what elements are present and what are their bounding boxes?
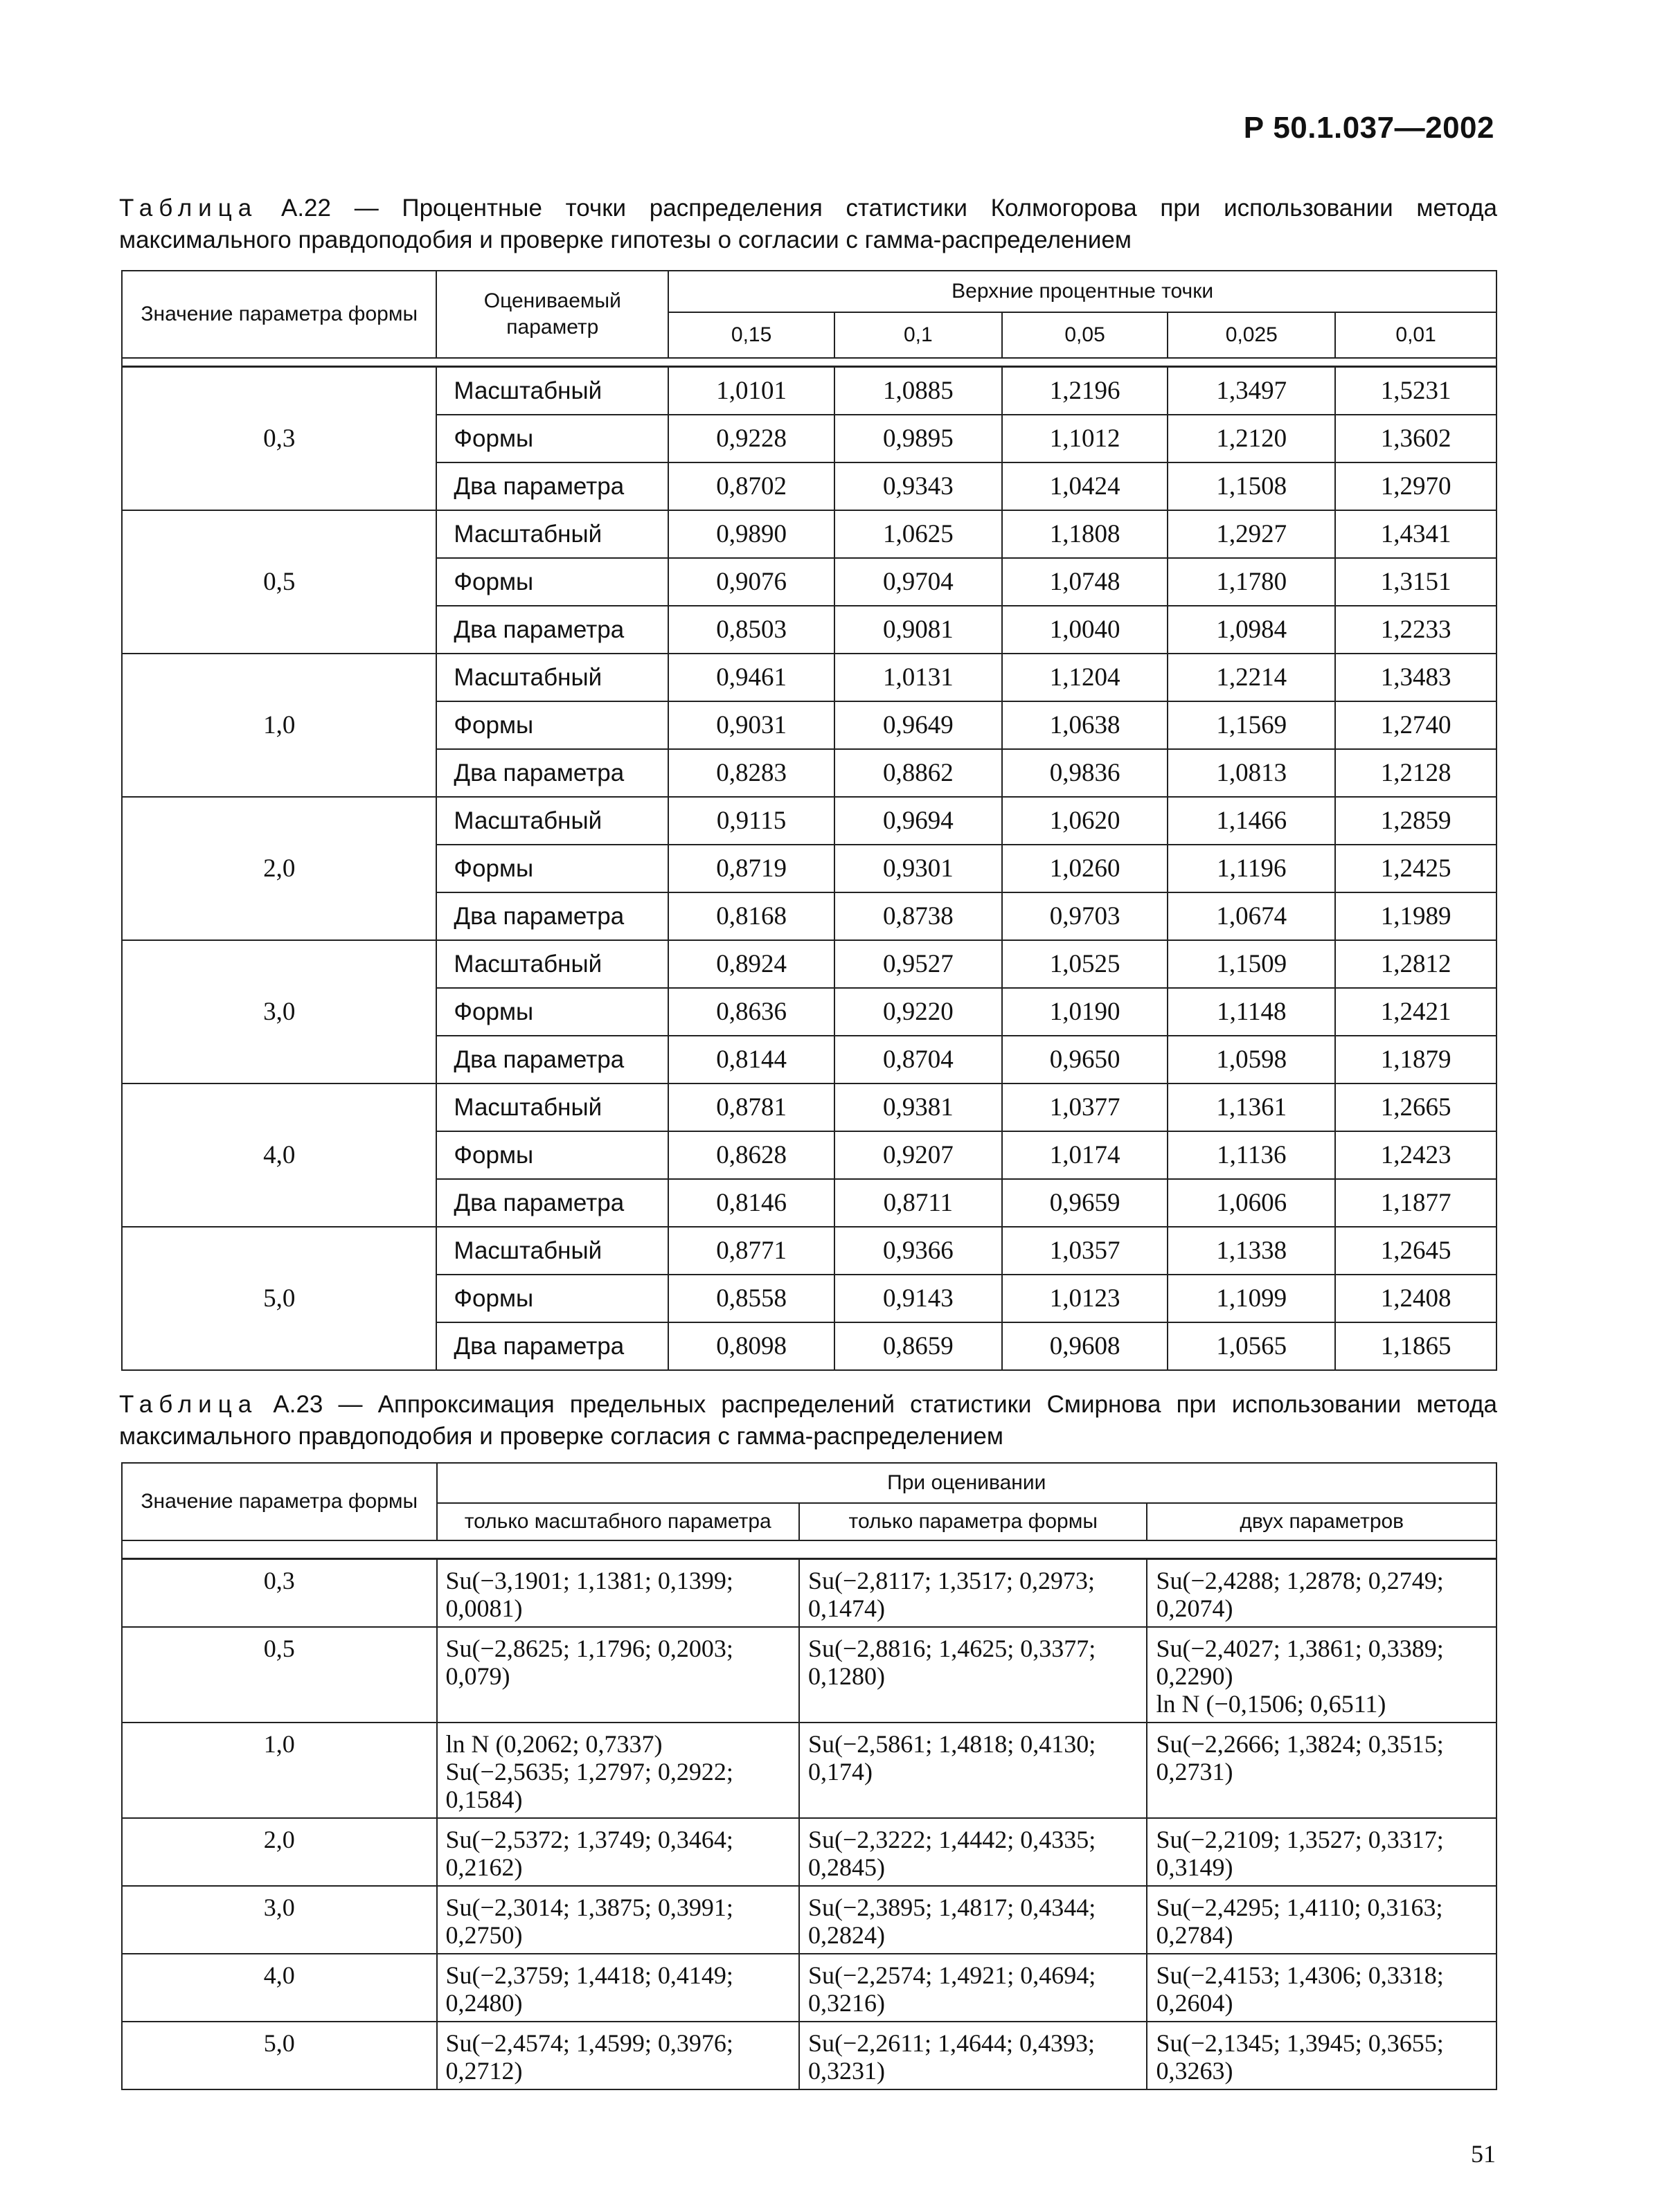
percent-point-cell: 0,8558: [668, 1275, 834, 1322]
percent-point-cell: 1,2128: [1335, 749, 1496, 797]
shape-value-cell: 0,5: [122, 510, 436, 654]
approximation-line: 0,2074): [1156, 1594, 1233, 1622]
approximation-line: Su(−2,4574; 1,4599; 0,3976;: [445, 2029, 733, 2057]
approximation-line: 0,3216): [807, 1989, 885, 2017]
parameter-cell: Два параметра: [436, 1179, 668, 1227]
parameter-cell: Формы: [436, 845, 668, 892]
percent-point-cell: 0,8719: [668, 845, 834, 892]
approximation-line: Su(−2,2611; 1,4644; 0,4393;: [807, 2029, 1095, 2057]
caption-text: А.23 — Аппроксимация предельных распределений статистики Смирнова при использовании метода максимального правдоподобия и проверке согласия с гамма-распределением: [119, 1391, 1497, 1450]
percent-point-cell: 1,2233: [1335, 606, 1496, 654]
percent-point-cell: 1,3602: [1335, 415, 1496, 462]
header-level: 0,1: [834, 312, 1002, 358]
percent-point-cell: 1,1879: [1335, 1036, 1496, 1083]
approximation-line: Su(−2,4027; 1,3861; 0,3389;: [1156, 1635, 1444, 1662]
parameter-cell: Формы: [436, 415, 668, 462]
approximation-line: Su(−2,1345; 1,3945; 0,3655;: [1156, 2029, 1444, 2057]
percent-point-cell: 1,0813: [1168, 749, 1335, 797]
approximation-cell: [799, 1954, 1147, 2022]
table-row: [122, 940, 1496, 988]
percent-point-cell: 1,1508: [1168, 462, 1335, 510]
percent-point-cell: 1,0625: [834, 510, 1002, 558]
percent-point-cell: 1,2970: [1335, 462, 1496, 510]
approximation-cell: [799, 1886, 1147, 1954]
approximation-line: 0,0081): [445, 1594, 523, 1622]
approximation-line: Su(−2,4288; 1,2878; 0,2749;: [1156, 1567, 1444, 1594]
caption-label: Таблица: [119, 195, 258, 222]
approximation-cell: [1147, 1723, 1496, 1818]
percent-point-cell: 1,2214: [1168, 654, 1335, 701]
approximation-line: Su(−3,1901; 1,1381; 0,1399;: [445, 1567, 733, 1594]
percent-point-cell: 1,0674: [1168, 892, 1335, 940]
percent-point-cell: 1,0131: [834, 654, 1002, 701]
percent-point-cell: 1,1569: [1168, 701, 1335, 749]
percent-point-cell: 0,8503: [668, 606, 834, 654]
approximation-line: 0,174): [807, 1758, 873, 1786]
parameter-cell: Масштабный: [436, 797, 668, 845]
table-row: [122, 654, 1496, 701]
percent-point-cell: 1,3497: [1168, 367, 1335, 415]
percent-point-cell: 0,9220: [834, 988, 1002, 1036]
percent-point-cell: 1,2408: [1335, 1275, 1496, 1322]
header-two-params: двух параметров: [1147, 1503, 1496, 1540]
percent-point-cell: 0,8771: [668, 1227, 834, 1275]
approximation-line: Su(−2,2109; 1,3527; 0,3317;: [1156, 1826, 1444, 1853]
percent-point-cell: 1,5231: [1335, 367, 1496, 415]
percent-point-cell: 1,1204: [1002, 654, 1168, 701]
header-upper-points: Верхние процентные точки: [668, 271, 1496, 312]
percent-point-cell: 0,9076: [668, 558, 834, 606]
percent-point-cell: 1,0748: [1002, 558, 1168, 606]
header-level: 0,025: [1168, 312, 1335, 358]
approximation-cell: [437, 2022, 799, 2089]
percent-point-cell: 1,1989: [1335, 892, 1496, 940]
table-a22: [121, 270, 1497, 1371]
table-row: [122, 1227, 1496, 1275]
header-shape-only: только параметра формы: [799, 1503, 1147, 1540]
percent-point-cell: 0,9228: [668, 415, 834, 462]
percent-point-cell: 0,9207: [834, 1131, 1002, 1179]
percent-point-cell: 0,9461: [668, 654, 834, 701]
shape-value-cell: 3,0: [122, 1886, 437, 1954]
percent-point-cell: 1,0638: [1002, 701, 1168, 749]
percent-point-cell: 1,0885: [834, 367, 1002, 415]
percent-point-cell: 1,2421: [1335, 988, 1496, 1036]
approximation-line: Su(−2,5861; 1,4818; 0,4130;: [807, 1730, 1096, 1758]
approximation-cell: [799, 1723, 1147, 1818]
header-scale-only: только масштабного параметра: [437, 1503, 799, 1540]
approximation-line: 0,1474): [807, 1594, 885, 1622]
percent-point-cell: 1,1808: [1002, 510, 1168, 558]
shape-value-cell: 0,5: [122, 1627, 437, 1723]
percent-point-cell: 0,9890: [668, 510, 834, 558]
approximation-cell: [799, 1627, 1147, 1723]
approximation-cell: [437, 1818, 799, 1886]
table-row: [122, 367, 1496, 415]
percent-point-cell: 0,9703: [1002, 892, 1168, 940]
approximation-cell: [437, 1723, 799, 1818]
approximation-line: Su(−2,8117; 1,3517; 0,2973;: [807, 1567, 1095, 1594]
percent-point-cell: 1,2196: [1002, 367, 1168, 415]
percent-point-cell: 0,8711: [834, 1179, 1002, 1227]
approximation-cell: [1147, 1818, 1496, 1886]
shape-value-cell: 4,0: [122, 1083, 436, 1227]
percent-point-cell: 1,0040: [1002, 606, 1168, 654]
parameter-cell: Масштабный: [436, 367, 668, 415]
percent-point-cell: 0,9649: [834, 701, 1002, 749]
percent-point-cell: 0,9694: [834, 797, 1002, 845]
approximation-line: Su(−2,4295; 1,4110; 0,3163;: [1156, 1894, 1443, 1921]
table-row: [122, 1627, 1496, 1723]
header-level: 0,01: [1335, 312, 1496, 358]
approximation-line: Su(−2,3895; 1,4817; 0,4344;: [807, 1894, 1096, 1921]
table-row: [122, 1559, 1496, 1628]
approximation-line: 0,2604): [1156, 1989, 1233, 2017]
caption-text: А.22 — Процентные точки распределения статистики Колмогорова при использовании метода максимального правдоподобия и проверке гипотезы о согласии с гамма-распределением: [119, 195, 1497, 253]
approximation-line: 0,2784): [1156, 1921, 1233, 1949]
percent-point-cell: 1,1877: [1335, 1179, 1496, 1227]
table-row: [122, 1723, 1496, 1818]
approximation-cell: [437, 1627, 799, 1723]
caption-label: Таблица: [119, 1391, 258, 1418]
shape-value-cell: 0,3: [122, 367, 436, 511]
shape-value-cell: 2,0: [122, 1818, 437, 1886]
percent-point-cell: 0,9366: [834, 1227, 1002, 1275]
approximation-cell: [1147, 1886, 1496, 1954]
approximation-line: 0,2824): [807, 1921, 885, 1949]
percent-point-cell: 1,2859: [1335, 797, 1496, 845]
parameter-cell: Формы: [436, 988, 668, 1036]
approximation-line: Su(−2,4153; 1,4306; 0,3318;: [1156, 1961, 1444, 1989]
percent-point-cell: 1,0101: [668, 367, 834, 415]
percent-point-cell: 1,1196: [1168, 845, 1335, 892]
header-estimation: При оценивании: [437, 1463, 1497, 1503]
percent-point-cell: 0,8636: [668, 988, 834, 1036]
percent-point-cell: 1,0598: [1168, 1036, 1335, 1083]
page-number: 51: [1471, 2140, 1496, 2168]
percent-point-cell: 0,8781: [668, 1083, 834, 1131]
percent-point-cell: 1,2927: [1168, 510, 1335, 558]
parameter-cell: Два параметра: [436, 749, 668, 797]
percent-point-cell: 1,1012: [1002, 415, 1168, 462]
approximation-line: 0,3231): [807, 2057, 885, 2085]
parameter-cell: Масштабный: [436, 510, 668, 558]
approximation-line: 0,1280): [807, 1662, 885, 1690]
shape-value-cell: 2,0: [122, 797, 436, 940]
table-a22-caption: [119, 192, 1497, 256]
parameter-cell: Масштабный: [436, 1227, 668, 1275]
percent-point-cell: 0,8098: [668, 1322, 834, 1370]
percent-point-cell: 0,9081: [834, 606, 1002, 654]
percent-point-cell: 1,4341: [1335, 510, 1496, 558]
percent-point-cell: 0,9343: [834, 462, 1002, 510]
percent-point-cell: 1,1509: [1168, 940, 1335, 988]
percent-point-cell: 0,8862: [834, 749, 1002, 797]
percent-point-cell: 0,8144: [668, 1036, 834, 1083]
percent-point-cell: 1,2120: [1168, 415, 1335, 462]
parameter-cell: Два параметра: [436, 462, 668, 510]
parameter-cell: Формы: [436, 1131, 668, 1179]
approximation-line: Su(−2,5372; 1,3749; 0,3464;: [445, 1826, 733, 1853]
approximation-line: 0,2750): [445, 1921, 523, 1949]
approximation-line: 0,2162): [445, 1853, 523, 1881]
percent-point-cell: 0,8628: [668, 1131, 834, 1179]
approximation-cell: [437, 1886, 799, 1954]
approximation-line: Su(−2,2574; 1,4921; 0,4694;: [807, 1961, 1096, 1989]
parameter-cell: Два параметра: [436, 1322, 668, 1370]
percent-point-cell: 0,9659: [1002, 1179, 1168, 1227]
approximation-cell: [799, 2022, 1147, 2089]
percent-point-cell: 1,1099: [1168, 1275, 1335, 1322]
percent-point-cell: 1,0525: [1002, 940, 1168, 988]
approximation-line: 0,079): [445, 1662, 510, 1690]
percent-point-cell: 1,1865: [1335, 1322, 1496, 1370]
percent-point-cell: 1,0357: [1002, 1227, 1168, 1275]
table-a23-body: [122, 1559, 1496, 2090]
approximation-cell: [1147, 2022, 1496, 2089]
document-number: Р 50.1.037—2002: [1243, 111, 1494, 145]
percent-point-cell: 0,9704: [834, 558, 1002, 606]
percent-point-cell: 1,2812: [1335, 940, 1496, 988]
percent-point-cell: 1,0606: [1168, 1179, 1335, 1227]
header-separator: [122, 358, 1496, 367]
percent-point-cell: 1,2423: [1335, 1131, 1496, 1179]
header-level: 0,05: [1002, 312, 1168, 358]
header-estimated-param: Оцениваемый параметр: [436, 271, 668, 358]
header-shape-value: Значение параметра формы: [122, 271, 436, 358]
table-row: [122, 797, 1496, 845]
percent-point-cell: 0,8924: [668, 940, 834, 988]
table-row: [122, 1083, 1496, 1131]
approximation-line: Su(−2,8625; 1,1796; 0,2003;: [445, 1635, 733, 1662]
approximation-line: Su(−2,2666; 1,3824; 0,3515;: [1156, 1730, 1444, 1758]
table-row: [122, 510, 1496, 558]
parameter-cell: Формы: [436, 558, 668, 606]
table-row: [122, 1886, 1496, 1954]
approximation-line: 0,3263): [1156, 2057, 1233, 2085]
percent-point-cell: 0,8659: [834, 1322, 1002, 1370]
table-row: [122, 1954, 1496, 2022]
table-a22-body: [122, 367, 1496, 1371]
percent-point-cell: 1,0190: [1002, 988, 1168, 1036]
percent-point-cell: 1,0174: [1002, 1131, 1168, 1179]
approximation-line: ln N (−0,1506; 0,6511): [1156, 1690, 1386, 1718]
percent-point-cell: 1,1466: [1168, 797, 1335, 845]
header-level: 0,15: [668, 312, 834, 358]
parameter-cell: Два параметра: [436, 892, 668, 940]
table-row: [122, 1818, 1496, 1886]
approximation-cell: [1147, 1954, 1496, 2022]
percent-point-cell: 1,1780: [1168, 558, 1335, 606]
percent-point-cell: 1,0424: [1002, 462, 1168, 510]
parameter-cell: Два параметра: [436, 606, 668, 654]
approximation-line: 0,2845): [807, 1853, 885, 1881]
parameter-cell: Формы: [436, 1275, 668, 1322]
approximation-cell: [799, 1559, 1147, 1628]
percent-point-cell: 0,9650: [1002, 1036, 1168, 1083]
percent-point-cell: 1,3483: [1335, 654, 1496, 701]
percent-point-cell: 1,2740: [1335, 701, 1496, 749]
percent-point-cell: 0,9381: [834, 1083, 1002, 1131]
shape-value-cell: 1,0: [122, 654, 436, 797]
parameter-cell: Масштабный: [436, 654, 668, 701]
percent-point-cell: 0,8283: [668, 749, 834, 797]
percent-point-cell: 1,0984: [1168, 606, 1335, 654]
percent-point-cell: 1,0620: [1002, 797, 1168, 845]
percent-point-cell: 1,0565: [1168, 1322, 1335, 1370]
percent-point-cell: 1,2425: [1335, 845, 1496, 892]
approximation-line: Su(−2,8816; 1,4625; 0,3377;: [807, 1635, 1096, 1662]
percent-point-cell: 0,8738: [834, 892, 1002, 940]
shape-value-cell: 0,3: [122, 1559, 437, 1628]
shape-value-cell: 1,0: [122, 1723, 437, 1818]
table-row: [122, 2022, 1496, 2089]
header-separator: [122, 1540, 1496, 1559]
percent-point-cell: 0,9143: [834, 1275, 1002, 1322]
percent-point-cell: 1,0123: [1002, 1275, 1168, 1322]
approximation-line: 0,2731): [1156, 1758, 1233, 1786]
percent-point-cell: 1,2665: [1335, 1083, 1496, 1131]
approximation-cell: [799, 1818, 1147, 1886]
percent-point-cell: 0,9301: [834, 845, 1002, 892]
parameter-cell: Масштабный: [436, 940, 668, 988]
percent-point-cell: 0,8702: [668, 462, 834, 510]
parameter-cell: Два параметра: [436, 1036, 668, 1083]
percent-point-cell: 0,8704: [834, 1036, 1002, 1083]
percent-point-cell: 1,1361: [1168, 1083, 1335, 1131]
approximation-cell: [1147, 1559, 1496, 1628]
approximation-line: 0,2290): [1156, 1662, 1233, 1690]
percent-point-cell: 1,1136: [1168, 1131, 1335, 1179]
percent-point-cell: 0,9031: [668, 701, 834, 749]
approximation-line: 0,1584): [445, 1786, 523, 1813]
percent-point-cell: 0,9836: [1002, 749, 1168, 797]
approximation-line: Su(−2,5635; 1,2797; 0,2922;: [445, 1758, 733, 1786]
shape-value-cell: 5,0: [122, 2022, 437, 2089]
header-shape-value: Значение параметра формы: [122, 1463, 437, 1540]
approximation-line: Su(−2,3222; 1,4442; 0,4335;: [807, 1826, 1096, 1853]
shape-value-cell: 3,0: [122, 940, 436, 1083]
approximation-cell: [437, 1954, 799, 2022]
approximation-line: Su(−2,3759; 1,4418; 0,4149;: [445, 1961, 733, 1989]
table-a23-caption: [119, 1389, 1497, 1453]
percent-point-cell: 1,1148: [1168, 988, 1335, 1036]
percent-point-cell: 1,3151: [1335, 558, 1496, 606]
approximation-line: 0,3149): [1156, 1853, 1233, 1881]
approximation-cell: [437, 1559, 799, 1628]
approximation-line: Su(−2,3014; 1,3875; 0,3991;: [445, 1894, 733, 1921]
percent-point-cell: 0,9895: [834, 415, 1002, 462]
percent-point-cell: 0,8146: [668, 1179, 834, 1227]
percent-point-cell: 1,0377: [1002, 1083, 1168, 1131]
parameter-cell: Масштабный: [436, 1083, 668, 1131]
shape-value-cell: 4,0: [122, 1954, 437, 2022]
percent-point-cell: 1,2645: [1335, 1227, 1496, 1275]
percent-point-cell: 0,9608: [1002, 1322, 1168, 1370]
percent-point-cell: 1,0260: [1002, 845, 1168, 892]
approximation-line: ln N (0,2062; 0,7337): [445, 1730, 663, 1758]
approximation-cell: [1147, 1627, 1496, 1723]
percent-point-cell: 0,9527: [834, 940, 1002, 988]
percent-point-cell: 0,8168: [668, 892, 834, 940]
shape-value-cell: 5,0: [122, 1227, 436, 1370]
table-a23: [121, 1462, 1497, 2090]
approximation-line: 0,2712): [445, 2057, 523, 2085]
approximation-line: 0,2480): [445, 1989, 523, 2017]
parameter-cell: Формы: [436, 701, 668, 749]
percent-point-cell: 0,9115: [668, 797, 834, 845]
percent-point-cell: 1,1338: [1168, 1227, 1335, 1275]
